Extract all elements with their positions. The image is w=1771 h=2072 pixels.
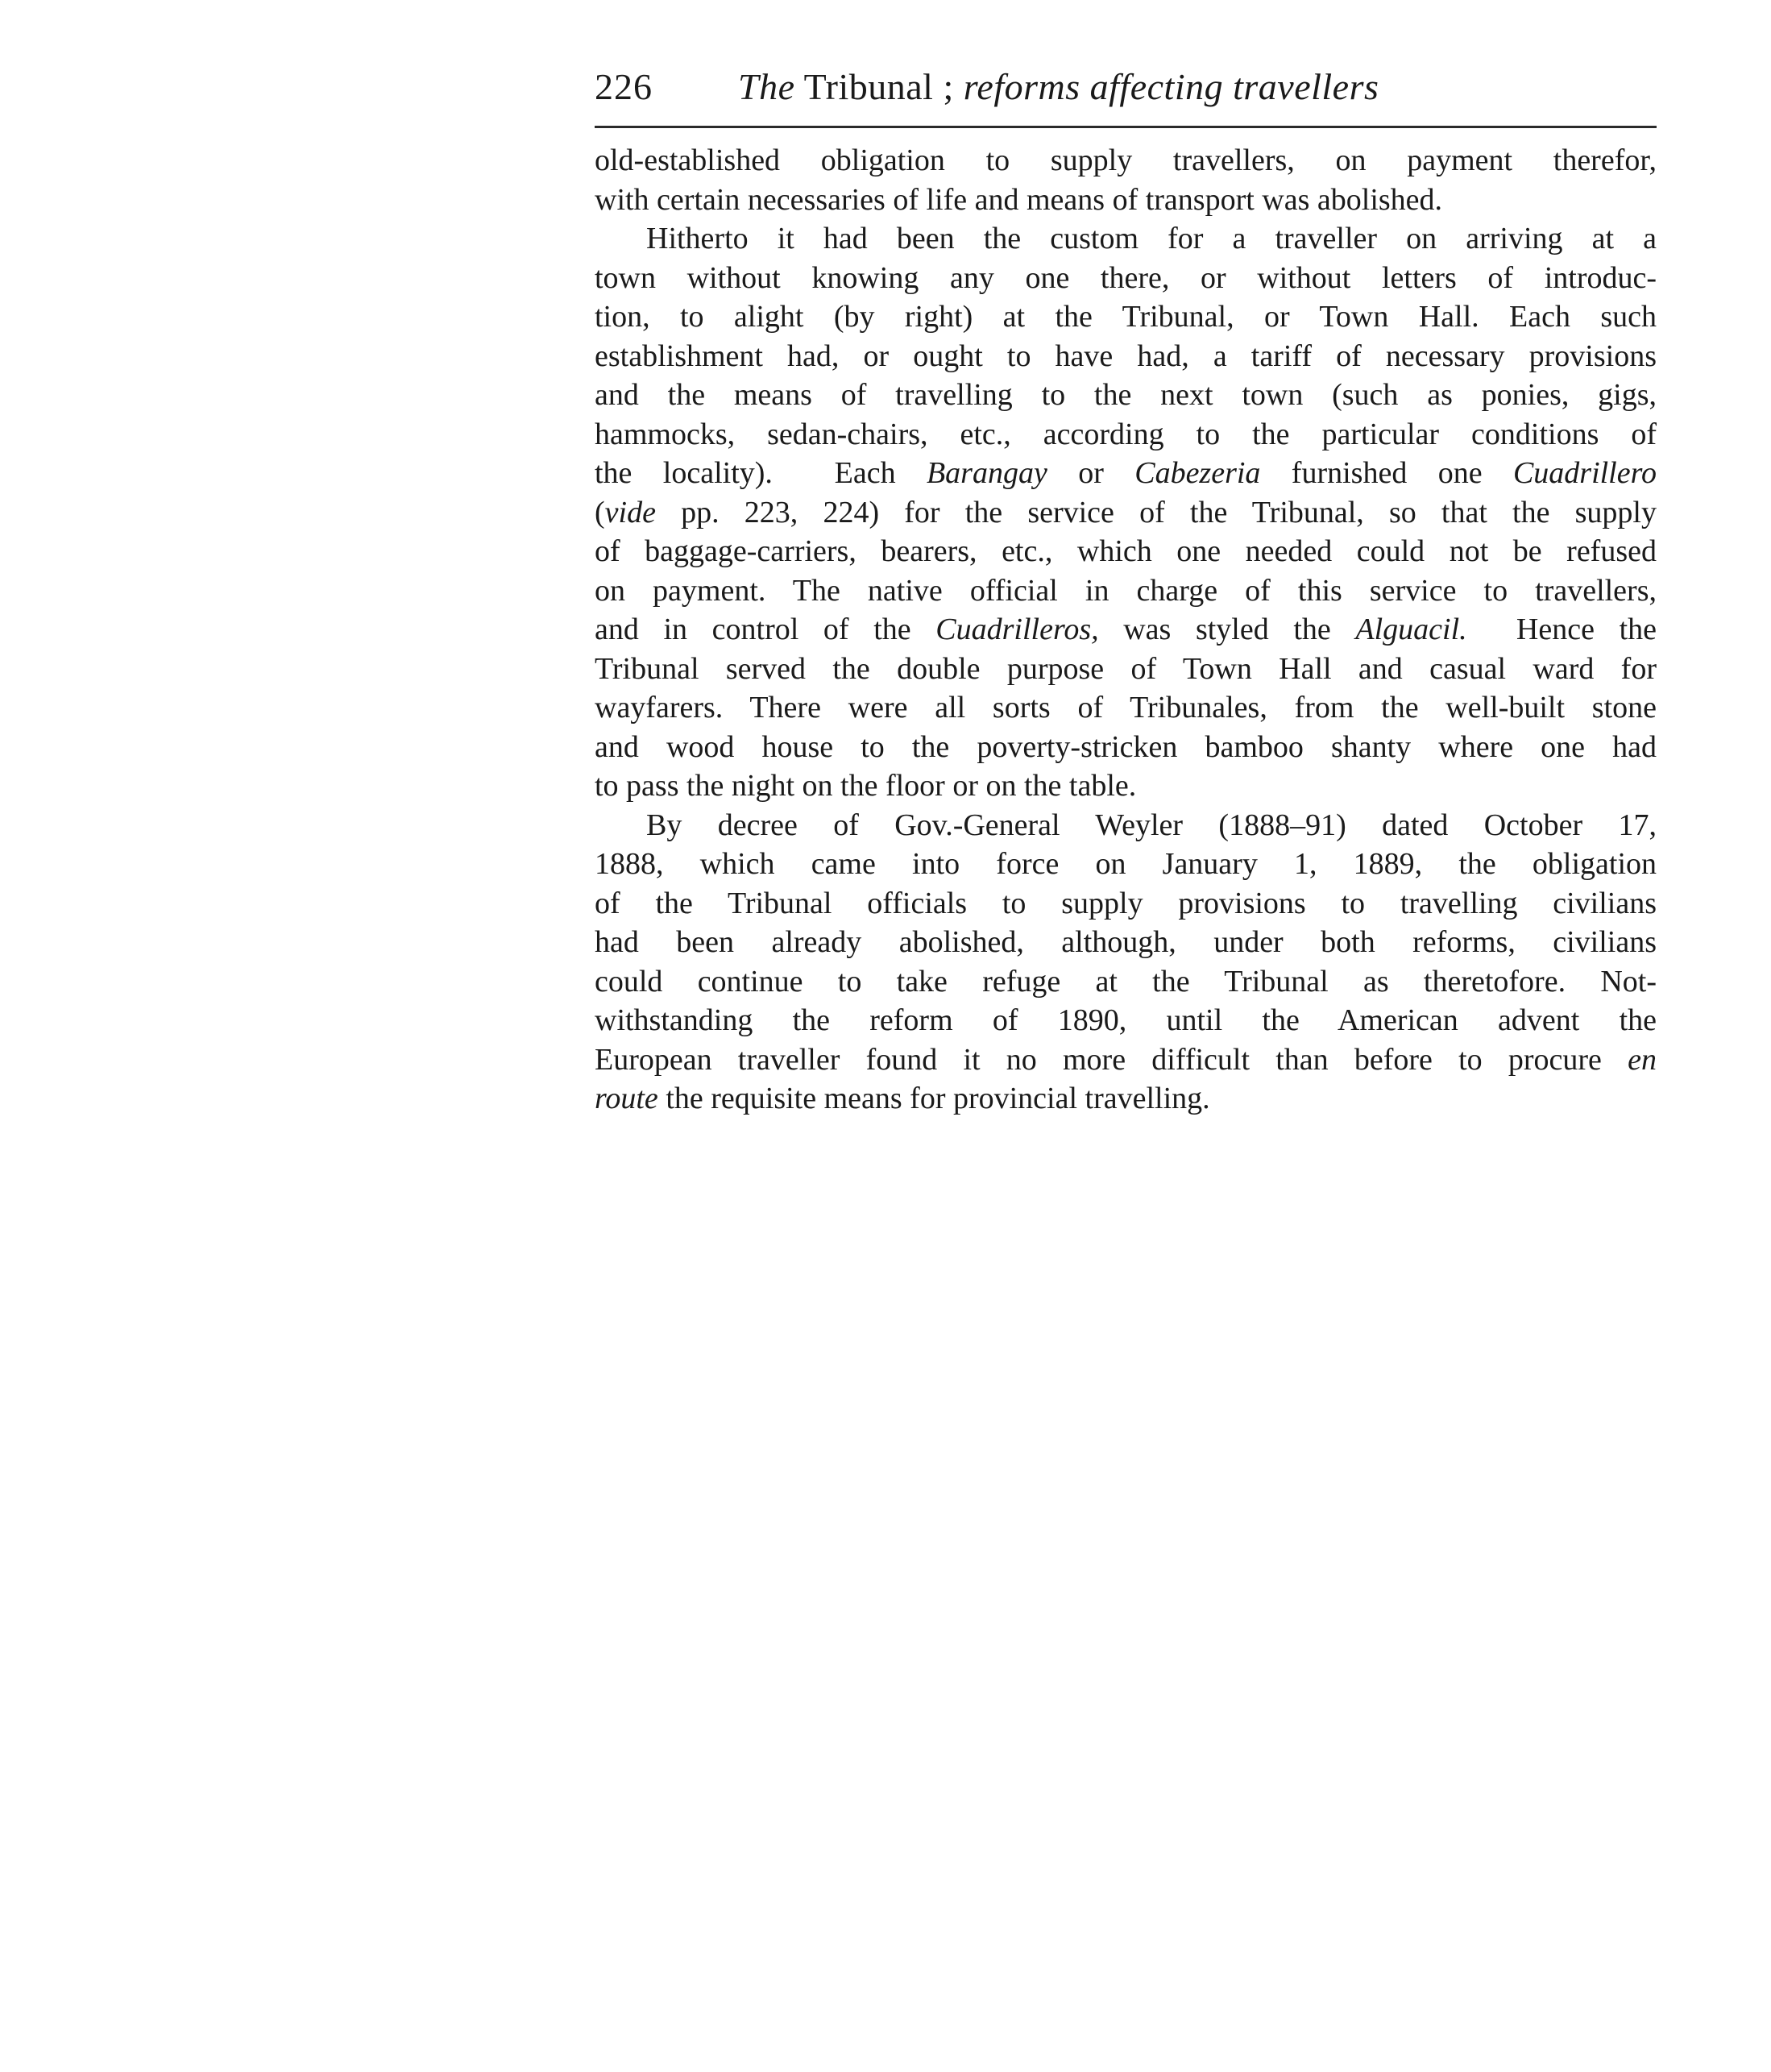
text-line: of the Tribunal officials to supply provisions to travelling civilians (595, 886, 1657, 920)
text-line: Hitherto it had been the custom for a traveller on arriving at a (646, 222, 1657, 255)
book-page (595, 63, 1657, 1119)
running-title (738, 63, 1379, 111)
text-run: furnished one (1260, 456, 1513, 490)
italic-term: vide (604, 495, 656, 529)
italic-term: Cabezeria (1134, 456, 1261, 490)
running-title-main: Tribunal ; (794, 66, 964, 107)
italic-term: route (595, 1082, 658, 1115)
body-text (595, 141, 1657, 1119)
text-run: the requisite means for provincial travelling. (657, 1082, 1210, 1115)
text-run: or (1047, 456, 1135, 490)
text-line: had been already abolished, although, under both reforms, civilians (595, 925, 1657, 959)
italic-term: Cuadrilleros, (935, 612, 1099, 646)
paragraph-2 (595, 219, 1657, 806)
text-line: establishment had, or ought to have had, a tariff of necessary provisions (595, 338, 1657, 373)
text-run: Hence the (1466, 612, 1657, 646)
text-line: old-established obligation to supply travellers, on payment therefor, (595, 143, 1657, 177)
text-line (595, 454, 1657, 493)
header-rule (595, 126, 1657, 128)
text-line: wayfarers. There were all sorts of Tribunales, from the well-built stone (595, 691, 1657, 725)
paragraph-3 (595, 806, 1657, 1119)
text-line (595, 493, 1657, 533)
text-run: the locality). Each (595, 456, 927, 490)
text-line (595, 1040, 1657, 1080)
text-run: pp. 223, 224) for the service of the Tribunal, so that the supply (655, 495, 1657, 529)
text-line: on payment. The native official in charge of this service to travellers, (595, 573, 1657, 608)
text-line: By decree of Gov.-General Weyler (1888–91) dated October 17, (646, 808, 1657, 842)
running-title-suffix: reforms affecting travellers (963, 66, 1379, 107)
text-line: could continue to take refuge at the Tribunal as theretofore. Not- (595, 964, 1657, 999)
text-line (595, 610, 1657, 650)
text-line: of baggage-carriers, bearers, etc., which one needed could not be refused (595, 534, 1657, 568)
text-line: and wood house to the poverty-stricken bamboo shanty where one had (595, 729, 1657, 764)
paragraph-1 (595, 141, 1657, 219)
text-run: ( (595, 495, 605, 529)
text-run: and in control of the (595, 612, 936, 646)
page-number: 226 (595, 66, 653, 107)
text-line: with certain necessaries of life and means of transport was abolished. (595, 182, 1443, 217)
text-line: to pass the night on the floor or on the table. (595, 769, 1137, 803)
text-line: Tribunal served the double purpose of Town Hall and casual ward for (595, 651, 1657, 686)
running-head (595, 63, 1657, 111)
text-run: European traveller found it no more difficult than before to procure (595, 1042, 1628, 1077)
text-line: tion, to alight (by right) at the Tribunal, or Town Hall. Each such (595, 300, 1657, 334)
italic-term: en (1628, 1042, 1657, 1077)
text-line: withstanding the reform of 1890, until the American advent the (595, 1003, 1657, 1037)
text-line: town without knowing any one there, or without letters of introduc- (595, 260, 1657, 295)
text-line: and the means of travelling to the next town (such as ponies, gigs, (595, 378, 1657, 412)
italic-term: Barangay (926, 456, 1047, 490)
text-run: was styled the (1098, 612, 1356, 646)
italic-term: Cuadrillero (1512, 456, 1657, 490)
text-line (595, 1079, 1657, 1119)
running-title-prefix: The (738, 66, 795, 107)
text-line: 1888, which came into force on January 1, 1889, the obligation (595, 847, 1657, 881)
italic-term: Alguacil. (1355, 612, 1467, 646)
text-line: hammocks, sedan-chairs, etc., according to the particular conditions of (595, 417, 1657, 451)
